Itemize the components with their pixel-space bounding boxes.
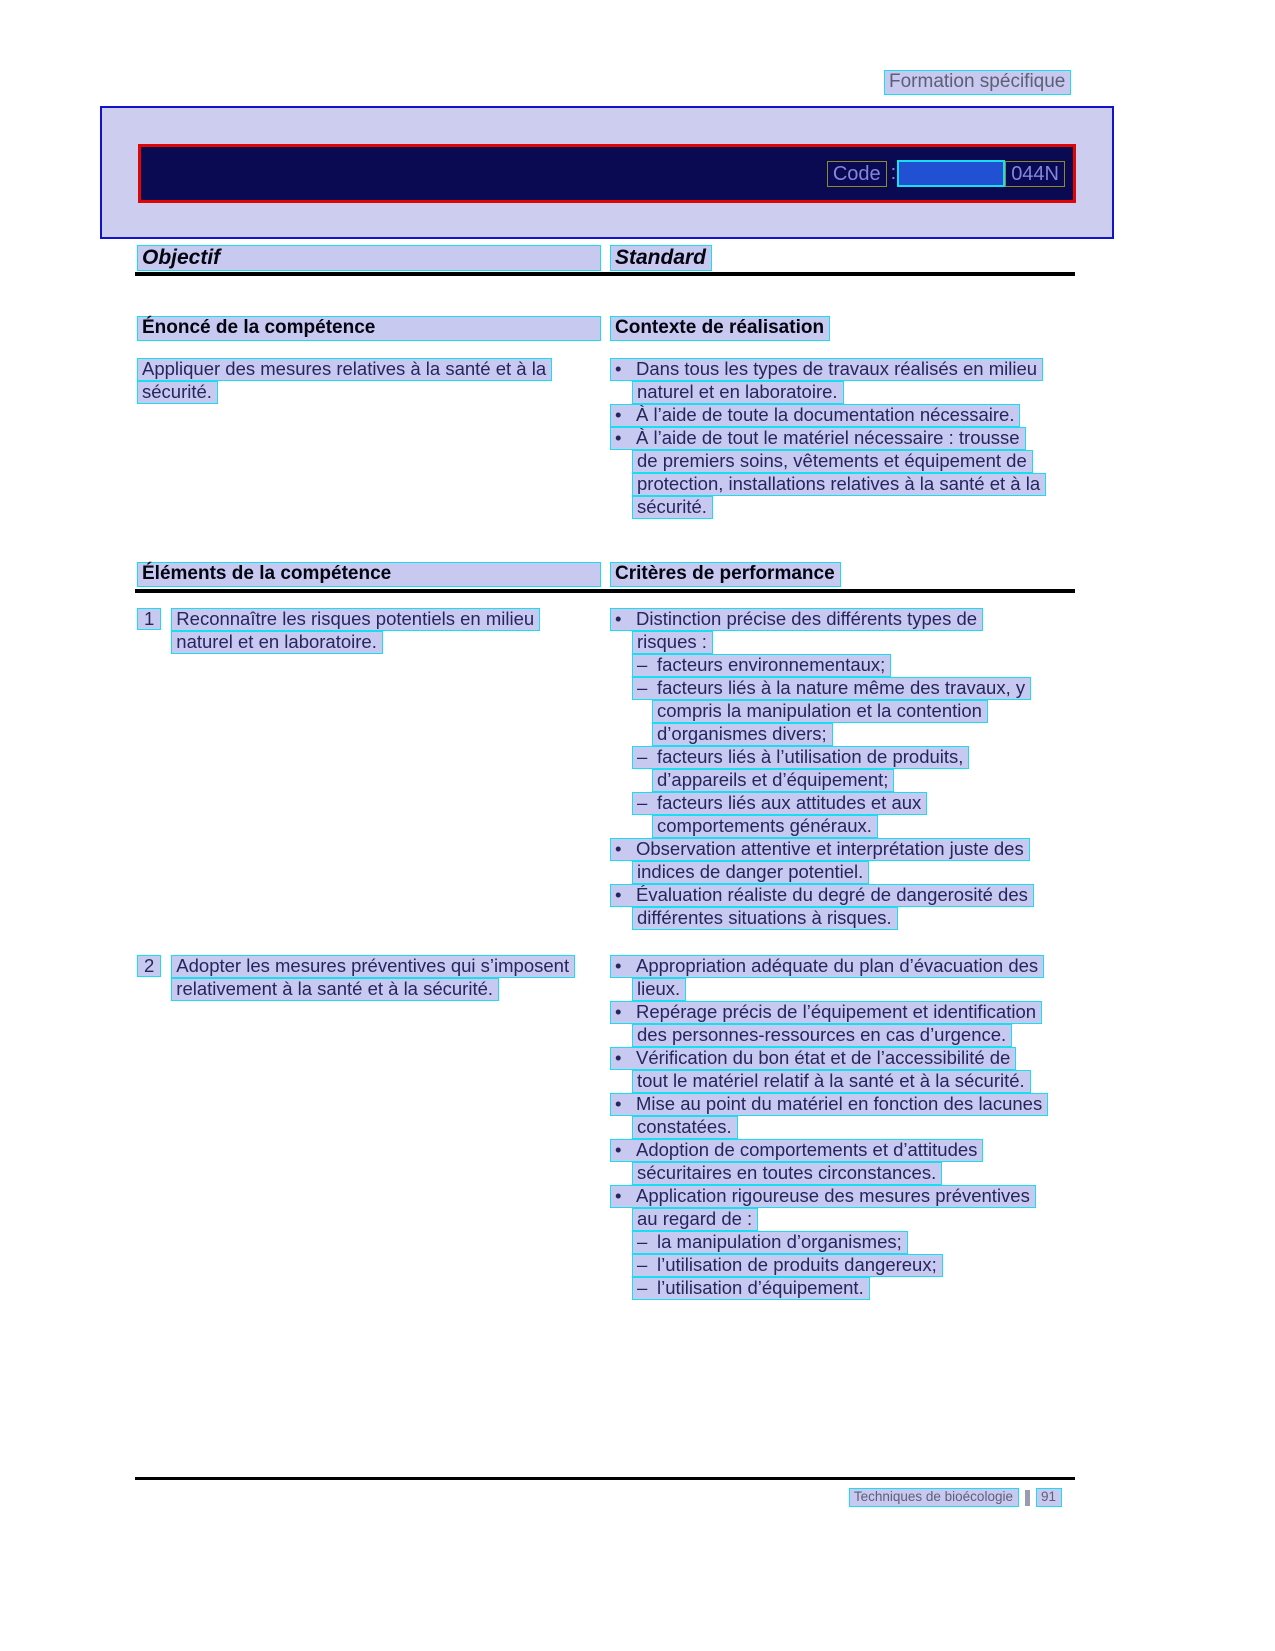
line-text: des personnes-ressources en cas d’urgence.	[637, 1024, 1007, 1045]
text-line	[632, 473, 1077, 496]
code-value: 044N	[1005, 161, 1065, 187]
text-line	[632, 907, 1077, 930]
line-text: comportements généraux.	[657, 815, 872, 836]
line-text: d’appareils et d’équipement;	[657, 769, 889, 790]
line-text: sécurité.	[142, 381, 212, 402]
contexte-list	[610, 358, 1077, 519]
item-number: 2	[137, 955, 161, 977]
text-line	[632, 861, 1077, 884]
text-line	[171, 978, 575, 1001]
text-line	[632, 978, 1077, 1001]
line-text: la manipulation d’organismes;	[657, 1231, 902, 1252]
line-text: Évaluation réaliste du degré de dangerosité des	[636, 884, 1028, 905]
competence-item-1	[137, 608, 1077, 948]
text-line	[171, 608, 540, 631]
footer-rule	[135, 1477, 1075, 1480]
line-text: indices de danger potentiel.	[637, 861, 864, 882]
bullet-icon: •	[615, 838, 622, 859]
text-line	[652, 723, 1077, 746]
dash-icon: –	[637, 677, 648, 698]
text-line	[610, 955, 1077, 978]
line-text: tout le matériel relatif à la santé et à la sécurité.	[637, 1070, 1025, 1091]
text-line	[610, 884, 1077, 907]
divider-rule-2	[135, 589, 1075, 593]
line-text: compris la manipulation et la contention	[657, 700, 982, 721]
elements-header: Éléments de la compétence	[137, 562, 601, 587]
footer-page-number: 91	[1036, 1488, 1062, 1507]
title-bar	[138, 144, 1076, 203]
text-line	[610, 404, 1077, 427]
line-text: sécuritaires en toutes circonstances.	[637, 1162, 937, 1183]
bullet-icon: •	[615, 955, 622, 976]
dash-icon: –	[637, 1277, 648, 1298]
footer	[135, 1488, 1062, 1507]
line-text: de premiers soins, vêtements et équipement de	[637, 450, 1027, 471]
code-highlight-box	[897, 160, 1005, 187]
item-text	[171, 955, 575, 1001]
criteres-header: Critères de performance	[610, 562, 841, 587]
text-line	[632, 1277, 1077, 1300]
text-line	[171, 631, 540, 654]
text-line	[610, 1001, 1077, 1024]
watermark-text: Formation spécifique	[884, 70, 1071, 95]
standard-header: Standard	[610, 245, 712, 271]
text-line	[632, 746, 1077, 769]
line-text: Appropriation adéquate du plan d’évacuation des	[636, 955, 1039, 976]
text-line	[610, 838, 1077, 861]
text-line	[610, 1185, 1077, 1208]
text-line	[632, 1024, 1077, 1047]
bullet-icon: •	[615, 608, 622, 629]
line-text: Adopter les mesures préventives qui s’imposent	[176, 955, 570, 976]
line-text: différentes situations à risques.	[637, 907, 892, 928]
item-number: 1	[137, 608, 161, 630]
line-text: Repérage précis de l’équipement et identification	[636, 1001, 1037, 1022]
dash-icon: –	[637, 1254, 648, 1275]
criteria-list	[610, 608, 1077, 930]
competence-item-2	[137, 955, 1077, 1315]
text-line	[137, 381, 602, 404]
line-text: naturel et en laboratoire.	[176, 631, 377, 652]
text-line	[137, 358, 602, 381]
bullet-icon: •	[615, 427, 622, 448]
text-line	[632, 450, 1077, 473]
line-text: l’utilisation de produits dangereux;	[657, 1254, 937, 1275]
bullet-icon: •	[615, 1047, 622, 1068]
text-line	[610, 1139, 1077, 1162]
enonce-header: Énoncé de la compétence	[137, 316, 601, 341]
text-line	[632, 654, 1077, 677]
divider-rule	[135, 272, 1075, 276]
text-line	[632, 1231, 1077, 1254]
item-text	[171, 608, 540, 654]
text-line	[632, 1208, 1077, 1231]
text-line	[171, 955, 575, 978]
line-text: facteurs environnementaux;	[657, 654, 886, 675]
line-text: Vérification du bon état et de l’accessibilité de	[636, 1047, 1011, 1068]
text-line	[652, 815, 1077, 838]
watermark-label	[884, 70, 1071, 95]
dash-icon: –	[637, 654, 648, 675]
line-text: protection, installations relatives à la santé et à la	[637, 473, 1041, 494]
code-separator: :	[890, 162, 897, 184]
line-text: Adoption de comportements et d’attitudes	[636, 1139, 978, 1160]
bullet-icon: •	[615, 884, 622, 905]
line-text: Dans tous les types de travaux réalisés en milieu	[636, 358, 1038, 379]
bullet-icon: •	[615, 1139, 622, 1160]
section1-header-row	[137, 316, 1077, 341]
line-text: risques :	[637, 631, 707, 652]
line-text: naturel et en laboratoire.	[637, 381, 838, 402]
text-line	[632, 677, 1077, 700]
text-line	[632, 792, 1077, 815]
text-line	[632, 496, 1077, 519]
line-text: Mise au point du matériel en fonction des lacunes	[636, 1093, 1043, 1114]
dash-icon: –	[637, 746, 648, 767]
line-text: l’utilisation d’équipement.	[657, 1277, 864, 1298]
line-text: À l’aide de tout le matériel nécessaire : trousse	[636, 427, 1020, 448]
text-line	[652, 769, 1077, 792]
enonce-text	[137, 358, 602, 404]
line-text: Application rigoureuse des mesures préventives	[636, 1185, 1030, 1206]
bullet-icon: •	[615, 1001, 622, 1022]
text-line	[632, 631, 1077, 654]
text-line	[610, 608, 1077, 631]
dash-icon: –	[637, 792, 648, 813]
objectif-header: Objectif	[137, 245, 601, 271]
text-line	[632, 1254, 1077, 1277]
line-text: facteurs liés aux attitudes et aux	[657, 792, 922, 813]
text-line	[652, 700, 1077, 723]
text-line	[632, 381, 1077, 404]
line-text: Distinction précise des différents types de	[636, 608, 978, 629]
line-text: relativement à la santé et à la sécurité.	[176, 978, 494, 999]
line-text: lieux.	[637, 978, 681, 999]
text-line	[610, 1093, 1077, 1116]
text-line	[610, 1047, 1077, 1070]
top-header-row	[137, 245, 1077, 271]
line-text: constatées.	[637, 1116, 732, 1137]
contexte-header: Contexte de réalisation	[610, 316, 830, 341]
bullet-icon: •	[615, 1093, 622, 1114]
line-text: Appliquer des mesures relatives à la santé et à la	[142, 358, 547, 379]
text-line	[632, 1116, 1077, 1139]
title-panel	[100, 106, 1114, 239]
line-text: Reconnaître les risques potentiels en milieu	[176, 608, 535, 629]
footer-separator-bar	[1025, 1490, 1030, 1506]
footer-program-title: Techniques de bioécologie	[849, 1488, 1019, 1507]
dash-icon: –	[637, 1231, 648, 1252]
bullet-icon: •	[615, 404, 622, 425]
section2-header-row	[137, 562, 1077, 587]
bullet-icon: •	[615, 358, 622, 379]
bullet-icon: •	[615, 1185, 622, 1206]
line-text: sécurité.	[637, 496, 707, 517]
text-line	[632, 1070, 1077, 1093]
text-line	[610, 427, 1077, 450]
line-text: facteurs liés à l’utilisation de produits,	[657, 746, 964, 767]
text-line	[632, 1162, 1077, 1185]
line-text: Observation attentive et interprétation juste des	[636, 838, 1024, 859]
code-label: Code	[827, 161, 887, 187]
criteria-list	[610, 955, 1077, 1300]
text-line	[610, 358, 1077, 381]
line-text: facteurs liés à la nature même des travaux, y	[657, 677, 1026, 698]
line-text: À l’aide de toute la documentation nécessaire.	[636, 404, 1015, 425]
section1-content	[137, 358, 1077, 523]
line-text: au regard de :	[637, 1208, 753, 1229]
line-text: d’organismes divers;	[657, 723, 827, 744]
